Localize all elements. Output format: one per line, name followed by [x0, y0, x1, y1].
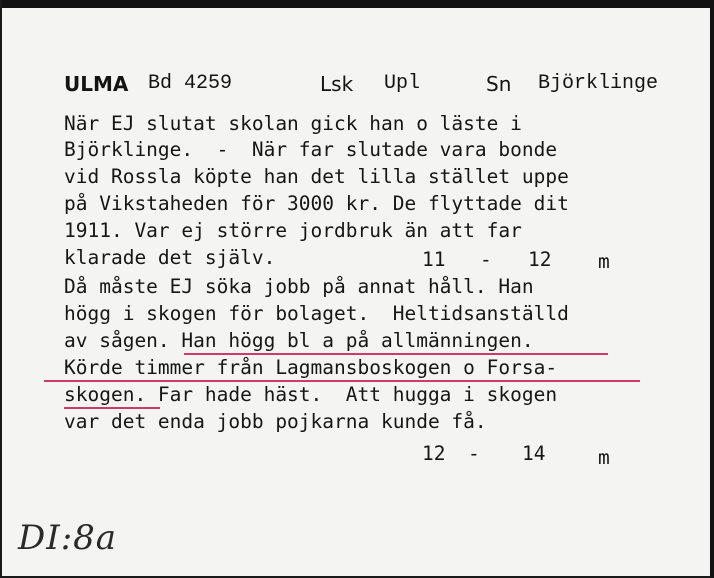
- text-line: klarade det själv.: [64, 246, 276, 269]
- province-label: Lsk: [320, 72, 354, 96]
- text-line: var det enda jobb pojkarna kunde få.: [64, 410, 487, 433]
- page-ref-2-from: 12: [422, 442, 446, 465]
- parish-label: Sn: [486, 72, 512, 96]
- page-ref-2-to: 14: [522, 442, 546, 465]
- page-ref-1-from: 11: [422, 248, 446, 271]
- page-ref-2-dash: -: [468, 442, 480, 465]
- text-line: Björklinge. - När far slutade vara bonde: [64, 138, 558, 161]
- page-ref-1-unit: m: [598, 250, 610, 273]
- page-ref-1-to: 12: [528, 248, 552, 271]
- parish-value: Björklinge: [538, 72, 659, 95]
- text-line: skogen. Far hade häst. Att hugga i skogen: [64, 383, 558, 406]
- text-line: av sågen. Han högg bl a på allmänningen.: [64, 329, 534, 352]
- volume-number: Bd 4259: [148, 72, 233, 95]
- text-line: högg i skogen för bolaget. Heltidsanställd: [64, 302, 569, 325]
- province-value: Upl: [384, 72, 421, 95]
- page-ref-2-unit: m: [598, 446, 610, 469]
- highlight-underline: [64, 407, 160, 409]
- handwritten-signum: DI:8a: [18, 518, 118, 558]
- text-line: Körde timmer från Lagmansboskogen o Forsa-: [64, 356, 558, 379]
- text-line: 1911. Var ej större jordbruk än att far: [64, 219, 522, 242]
- text-line: När EJ slutat skolan gick han o läste i: [64, 112, 522, 135]
- archive-code: ULMA: [64, 72, 129, 96]
- right-edge: [710, 0, 714, 578]
- card-body: [64, 112, 684, 472]
- card-header: [64, 72, 684, 106]
- highlight-underline: [44, 380, 640, 382]
- top-edge: [2, 0, 714, 8]
- text-line: Då måste EJ söka jobb på annat håll. Han: [64, 275, 534, 298]
- text-line: vid Rossla köpte han det lilla stället uppe: [64, 165, 569, 188]
- page-ref-1-dash: -: [480, 248, 492, 271]
- text-line: på Vikstaheden för 3000 kr. De flyttade dit: [64, 192, 569, 215]
- highlight-underline: [184, 353, 608, 355]
